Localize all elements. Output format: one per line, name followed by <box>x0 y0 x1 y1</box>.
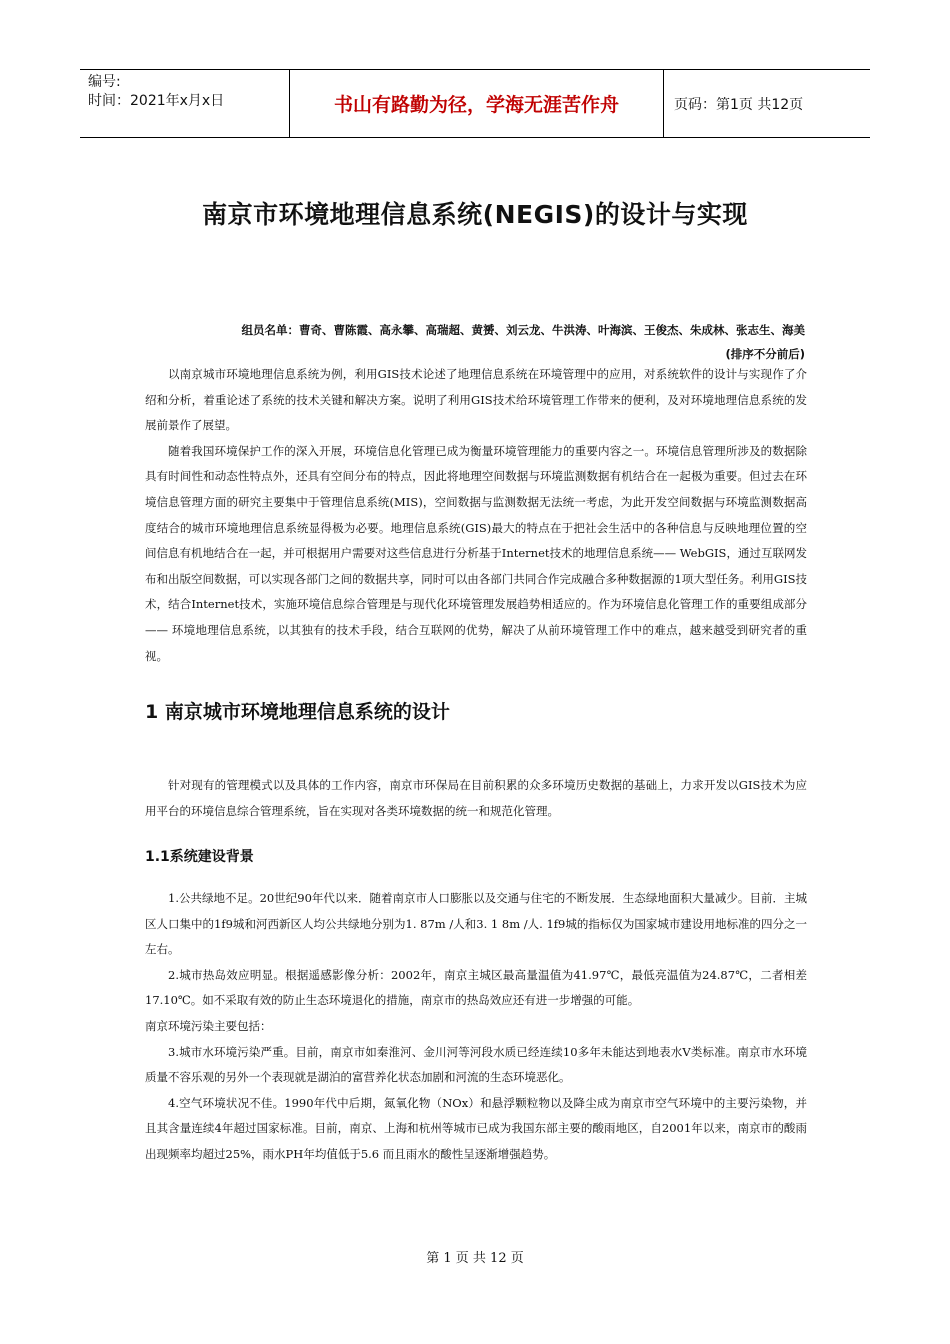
date-label: 时间：2021年x月x日 <box>88 93 225 109</box>
list-item: 4.空气环境状况不佳。1990年代中后期，氮氧化物（NOx）和悬浮颗粒物以及降尘成为南京市空气环境中的主要污染物，并且其含量连续4年超过国家标准。目前，南京、上海和杭州等城市已成为我国东部主要的酸雨地区，自2001年以来，南京市的酸雨出现频率均超过25%，雨水PH年均值低于5.6 而且雨水的酸性呈逐渐增强趋势。 <box>145 1095 807 1161</box>
list-item: 3.城市水环境污染严重。目前，南京市如秦淮河、金川河等河段水质已经连续10多年未能达到地表水V类标准。南京市水环境质量不容乐观的另外一个表现就是湖泊的富营养化状态加剧和河流的生态环境恶化。 <box>145 1044 807 1085</box>
section-heading: 1 南京城市环境地理信息系统的设计 <box>145 701 450 723</box>
intro-section <box>145 362 807 669</box>
intro-paragraph: 随着我国环境保护工作的深入开展，环境信息化管理已成为衡量环境管理能力的重要内容之一。环境信息管理所涉及的数据除具有时间性和动态性特点外，还具有空间分布的特点，因此将地理空间数据与环境监测数据有机结合在一起极为重要。但过去在环境信息管理方面的研究主要集中于管理信息系统(MIS)，空间数据与监测数据无法统一考虑，为此开发空间数据与环境监测数据高度结合的城市环境地理信息系统显得极为必要。地理信息系统(GIS)最大的特点在于把社会生活中的各种信息与反映地理位置的空间信息有机地结合在一起，并可根据用户需要对这些信息进行分析基于Internet技术的地理信息系统—— WebGIS，通过互联网发布和出版空间数据，可以实现各部门之间的数据共享，同时可以由各部门共同合作完成融合多种数据源的1项大型任务。利用GIS技术，结合Internet技术，实施环境信息综合管理是与现代化环境管理发展趋势相适应的。作为环境信息化管理工作的重要组成部分—— 环境地理信息系统，以其独有的技术手段，结合互联网的优势，解决了从前环境管理工作中的难点，越来越受到研究者的重视。 <box>145 443 807 663</box>
author-names: 组员名单：曹奇、曹陈霞、高永攀、高瑞超、黄赟、刘云龙、牛洪涛、叶海滨、王俊杰、朱成林、张志生、海美 <box>241 323 805 337</box>
motto: 书山有路勤为径，学海无涯苦作舟 <box>289 70 664 137</box>
number-label: 编号: <box>88 74 121 90</box>
document-title: 南京市环境地理信息系统(NEGIS)的设计与实现 <box>202 200 748 229</box>
author-list <box>145 318 805 366</box>
list-item: 1.公共绿地不足。20世纪90年代以来．随着南京市人口膨胀以及交通与住宅的不断发展．生态绿地面积大量减少。目前．主城区人口集中的1f9城和河西新区人均公共绿地分别为1. 87m /人和3. 1 8m /人. 1f9城的指标仅为国家城市建设用地标准的四分之一左右。 <box>145 891 807 957</box>
subsection-heading: 1.1系统建设背景 <box>145 849 254 865</box>
subsection-body <box>145 886 807 1168</box>
header-meta <box>80 70 289 137</box>
section1-body <box>145 773 807 824</box>
intro-paragraph: 以南京城市环境地理信息系统为例，利用GIS技术论述了地理信息系统在环境管理中的应用，对系统软件的设计与实现作了介绍和分析，着重论述了系统的技术关键和解决方案。说明了利用GIS技术给环境管理工作带来的便利，及对环境地理信息系统的发展前景作了展望。 <box>145 367 807 433</box>
page-footer: 第 1 页 共 12 页 <box>426 1251 524 1266</box>
author-order-note: (排序不分前后) <box>725 347 805 361</box>
page-info: 页码：第1页 共12页 <box>674 96 804 113</box>
body-paragraph: 南京环境污染主要包括： <box>145 1018 272 1033</box>
header-table <box>80 69 870 138</box>
list-item: 2.城市热岛效应明显。根据遥感影像分析：2002年，南京主城区最高量温值为41.97℃，最低亮温值为24.87℃，二者相差17.10℃。如不采取有效的防止生态环境退化的措施，南京市的热岛效应还有进一步增强的可能。 <box>145 967 807 1008</box>
body-paragraph: 针对现有的管理模式以及具体的工作内容，南京市环保局在目前积累的众多环境历史数据的基础上，力求开发以GIS技术为应用平台的环境信息综合管理系统，旨在实现对各类环境数据的统一和规范化管理。 <box>145 778 807 818</box>
